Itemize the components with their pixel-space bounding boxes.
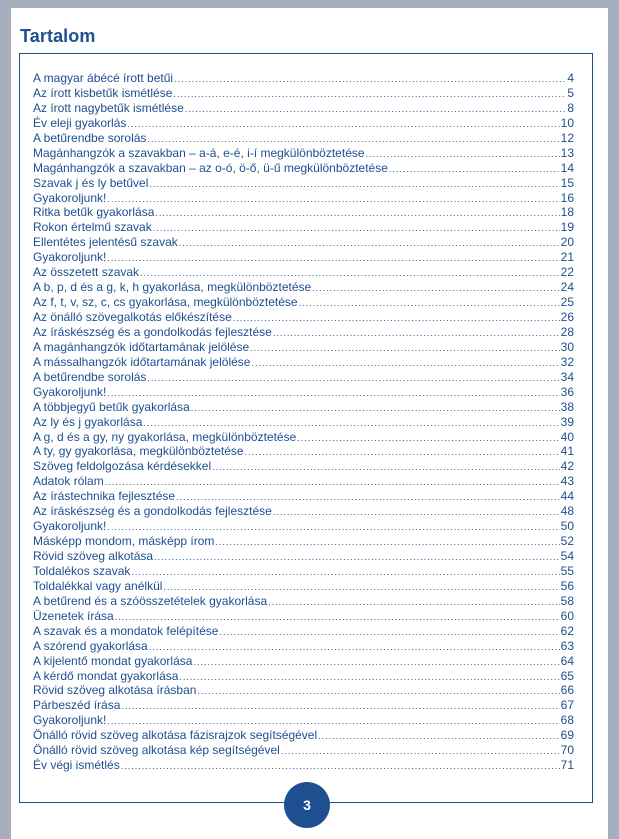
toc-entry-title: Gyakoroljunk! <box>33 713 107 728</box>
toc-entry-title: Adatok rólam <box>33 474 104 489</box>
toc-dot-leader <box>212 460 560 475</box>
toc-entry[interactable] <box>33 669 574 684</box>
toc-dot-leader <box>191 401 560 416</box>
toc-entry-title: A mássalhangzók időtartamának jelölése <box>33 354 251 369</box>
toc-entry-page: 15 <box>560 175 574 190</box>
toc-entry-page: 12 <box>560 130 574 145</box>
toc-dot-leader <box>233 311 560 326</box>
toc-entry-title: A szórend gyakorlása <box>33 638 148 653</box>
toc-entry-page: 19 <box>560 220 574 235</box>
toc-entry-title: A betűrend és a szóösszetételek gyakorlása <box>33 593 268 608</box>
toc-dot-leader <box>312 281 559 296</box>
toc-dot-leader <box>299 296 560 311</box>
toc-dot-leader <box>107 714 559 729</box>
toc-entry-page: 13 <box>560 145 574 160</box>
toc-entry[interactable] <box>33 594 574 609</box>
toc-entry[interactable] <box>33 176 574 191</box>
toc-entry-page: 56 <box>560 578 574 593</box>
toc-entry-page: 65 <box>560 668 574 683</box>
toc-entry-title: Szöveg feldolgozása kérdésekkel <box>33 459 212 474</box>
toc-entry[interactable] <box>33 86 574 101</box>
toc-dot-leader <box>268 595 560 610</box>
toc-entry-title: Az önálló szövegalkotás előkészítése <box>33 310 232 324</box>
toc-dot-leader <box>250 341 560 356</box>
toc-entry-page: 21 <box>560 250 574 265</box>
toc-entry-page: 70 <box>560 743 574 758</box>
toc-entry-page: 40 <box>560 429 574 444</box>
toc-entry-page: 69 <box>560 728 574 743</box>
toc-entry-title: Ritka betűk gyakorlása <box>33 205 155 220</box>
toc-entry-page: 60 <box>560 608 574 623</box>
toc-entry-title: A magánhangzók időtartamának jelölése <box>33 339 250 354</box>
toc-entry-page: 10 <box>560 115 574 130</box>
toc-dot-leader <box>149 640 560 655</box>
toc-dot-leader <box>215 535 559 550</box>
toc-entry-page: 67 <box>560 698 574 713</box>
toc-entry-page: 44 <box>560 489 574 504</box>
toc-list <box>33 71 574 773</box>
toc-dot-leader <box>121 699 559 714</box>
toc-entry[interactable] <box>33 474 574 489</box>
toc-entry-title: A kijelentő mondat gyakorlása <box>33 653 193 668</box>
toc-dot-leader <box>143 416 559 431</box>
toc-dot-leader <box>154 550 560 565</box>
toc-dot-leader <box>127 117 559 132</box>
toc-entry[interactable] <box>33 310 574 325</box>
toc-dot-leader <box>140 266 560 281</box>
toc-entry-title: Magánhangzók a szavakban – a-á, e-é, i-í megkülönböztetése <box>33 145 365 160</box>
toc-entry-page: 22 <box>560 265 574 280</box>
toc-entry-page: 42 <box>560 459 574 474</box>
toc-entry[interactable] <box>33 146 574 161</box>
page-sheet <box>11 8 608 839</box>
toc-entry[interactable] <box>33 743 574 758</box>
toc-entry-title: Gyakoroljunk! <box>33 190 107 205</box>
toc-entry-title: Gyakoroljunk! <box>33 250 107 265</box>
toc-entry-title: Rövid szöveg alkotása <box>33 549 154 563</box>
toc-entry[interactable] <box>33 265 574 280</box>
toc-entry-title: A kérdő mondat gyakorlása <box>33 668 179 683</box>
toc-dot-leader <box>281 744 560 759</box>
toc-entry-title: Az ly és j gyakorlása <box>33 414 143 429</box>
toc-entry-page: 34 <box>560 369 574 384</box>
toc-entry-page: 64 <box>560 653 574 668</box>
toc-dot-leader <box>318 729 559 744</box>
toc-entry[interactable] <box>33 250 574 265</box>
toc-entry-title: A magyar ábécé írott betűi <box>33 71 174 85</box>
toc-entry[interactable] <box>33 489 574 504</box>
toc-entry-title: Az írástechnika fejlesztése <box>33 489 176 504</box>
toc-entry[interactable] <box>33 116 574 131</box>
toc-entry[interactable] <box>33 698 574 713</box>
toc-entry[interactable] <box>33 728 574 743</box>
toc-entry-page: 52 <box>560 534 574 549</box>
toc-dot-leader <box>193 655 559 670</box>
page-title: Tartalom <box>20 26 96 46</box>
toc-entry[interactable] <box>33 415 574 430</box>
toc-dot-leader <box>107 386 559 401</box>
toc-entry[interactable] <box>33 325 574 340</box>
toc-dot-leader <box>147 371 559 386</box>
toc-entry[interactable] <box>33 683 574 698</box>
toc-entry-page: 18 <box>560 205 574 220</box>
toc-entry-title: Toldalékos szavak <box>33 563 131 578</box>
toc-entry-page: 20 <box>560 235 574 250</box>
toc-dot-leader <box>121 759 560 774</box>
toc-entry-title: A többjegyű betűk gyakorlása <box>33 399 190 414</box>
toc-entry-title: Az írott kisbetűk ismétlése <box>33 85 173 100</box>
toc-entry-title: Toldalékkal vagy anélkül <box>33 578 163 593</box>
toc-entry-title: Gyakoroljunk! <box>33 519 107 534</box>
toc-entry[interactable] <box>33 430 574 445</box>
toc-entry-page: 43 <box>560 474 574 489</box>
toc-entry-title: Üzenetek írása <box>33 608 114 623</box>
toc-entry-title: Másképp mondom, másképp írom <box>33 534 215 549</box>
toc-entry-title: A g, d és a gy, ny gyakorlása, megkülönböztetése <box>33 429 297 444</box>
toc-entry-page: 8 <box>567 100 574 115</box>
toc-entry[interactable] <box>33 101 574 116</box>
toc-entry-page: 66 <box>560 683 574 698</box>
toc-entry-page: 32 <box>560 354 574 369</box>
toc-entry[interactable] <box>33 220 574 235</box>
toc-entry-title: Az íráskészség és a gondolkodás fejlesztése <box>33 324 272 339</box>
toc-dot-leader <box>366 147 560 162</box>
toc-entry[interactable] <box>33 609 574 624</box>
toc-entry[interactable] <box>33 713 574 728</box>
toc-entry-title: Az f, t, v, sz, c, cs gyakorlása, megkülönböztetése <box>33 295 298 310</box>
toc-entry-title: Az összetett szavak <box>33 265 140 280</box>
toc-entry-title: A b, p, d és a g, k, h gyakorlása, megkülönböztetése <box>33 280 312 295</box>
toc-entry-page: 48 <box>560 504 574 519</box>
toc-entry[interactable] <box>33 549 574 564</box>
toc-entry-page: 55 <box>560 563 574 578</box>
toc-dot-leader <box>219 625 559 640</box>
toc-dot-leader <box>273 326 560 341</box>
toc-entry-page: 63 <box>560 638 574 653</box>
toc-entry[interactable] <box>33 504 574 519</box>
toc-dot-leader <box>147 132 559 147</box>
toc-dot-leader <box>131 565 559 580</box>
toc-entry-title: A betűrendbe sorolás <box>33 130 147 145</box>
toc-entry-title: A betűrendbe sorolás <box>33 369 147 384</box>
toc-entry-page: 36 <box>560 384 574 399</box>
toc-dot-leader <box>389 162 560 177</box>
toc-entry-page: 5 <box>567 85 574 100</box>
toc-entry-page: 54 <box>560 549 574 563</box>
toc-entry[interactable] <box>33 564 574 579</box>
toc-entry-page: 28 <box>560 324 574 339</box>
toc-entry[interactable] <box>33 161 574 176</box>
toc-entry-title: Magánhangzók a szavakban – az o-ó, ö-ő, ü-ű megkülönböztetése <box>33 160 388 175</box>
toc-entry[interactable] <box>33 235 574 250</box>
toc-entry-title: Önálló rövid szöveg alkotása fázisrajzok segítségével <box>33 728 318 743</box>
toc-entry[interactable] <box>33 280 574 295</box>
toc-frame <box>19 53 593 803</box>
toc-dot-leader <box>179 236 560 251</box>
toc-entry[interactable] <box>33 758 574 773</box>
toc-entry[interactable] <box>33 205 574 220</box>
toc-entry[interactable] <box>33 131 574 146</box>
toc-dot-leader <box>273 505 560 520</box>
toc-entry-title: Év eleji gyakorlás <box>33 115 127 130</box>
toc-dot-leader <box>107 251 559 266</box>
toc-entry-page: 68 <box>560 713 574 728</box>
toc-entry-page: 50 <box>560 519 574 534</box>
toc-dot-leader <box>176 490 560 505</box>
toc-dot-leader <box>185 102 567 117</box>
toc-entry-title: Szavak j és ly betűvel <box>33 175 149 190</box>
toc-entry[interactable] <box>33 624 574 639</box>
toc-dot-leader <box>179 670 559 685</box>
toc-entry-title: A szavak és a mondatok felépítése <box>33 623 219 638</box>
toc-dot-leader <box>107 192 559 207</box>
toc-dot-leader <box>115 610 560 625</box>
toc-entry-title: Gyakoroljunk! <box>33 384 107 399</box>
toc-entry-page: 38 <box>560 399 574 414</box>
toc-entry[interactable] <box>33 385 574 400</box>
toc-entry-page: 14 <box>560 160 574 175</box>
toc-entry-title: Önálló rövid szöveg alkotása kép segítségével <box>33 743 280 758</box>
toc-entry-page: 58 <box>560 593 574 608</box>
toc-dot-leader <box>105 475 560 490</box>
toc-entry[interactable] <box>33 579 574 594</box>
toc-entry[interactable] <box>33 191 574 206</box>
toc-dot-leader <box>251 356 559 371</box>
toc-entry[interactable] <box>33 444 574 459</box>
toc-entry-title: Ellentétes jelentésű szavak <box>33 235 178 250</box>
toc-entry[interactable] <box>33 71 574 86</box>
toc-entry-title: A ty, gy gyakorlása, megkülönböztetése <box>33 444 244 459</box>
toc-entry-page: 30 <box>560 339 574 354</box>
toc-entry-title: Az íráskészség és a gondolkodás fejlesztése <box>33 504 272 519</box>
toc-entry[interactable] <box>33 340 574 355</box>
toc-entry[interactable] <box>33 400 574 415</box>
toc-entry-title: Párbeszéd írása <box>33 698 121 713</box>
toc-entry[interactable] <box>33 519 574 534</box>
toc-dot-leader <box>149 177 559 192</box>
toc-entry[interactable] <box>33 534 574 549</box>
toc-entry[interactable] <box>33 295 574 310</box>
toc-dot-leader <box>155 206 559 221</box>
toc-entry[interactable] <box>33 459 574 474</box>
toc-entry-title: Év végi ismétlés <box>33 758 120 773</box>
toc-dot-leader <box>173 87 566 102</box>
toc-entry[interactable] <box>33 355 574 370</box>
toc-entry-page: 62 <box>560 623 574 638</box>
toc-dot-leader <box>197 684 559 699</box>
toc-entry-page: 41 <box>560 444 574 459</box>
toc-dot-leader <box>163 580 559 595</box>
toc-entry-page: 16 <box>560 190 574 205</box>
toc-entry-page: 4 <box>567 71 574 85</box>
toc-entry-page: 24 <box>560 280 574 295</box>
toc-dot-leader <box>153 221 560 236</box>
toc-entry[interactable] <box>33 639 574 654</box>
toc-dot-leader <box>297 431 559 446</box>
toc-entry-page: 26 <box>560 310 574 324</box>
toc-entry-title: Az írott nagybetűk ismétlése <box>33 100 184 115</box>
toc-dot-leader <box>174 72 566 87</box>
toc-dot-leader <box>245 445 560 460</box>
toc-entry[interactable] <box>33 370 574 385</box>
toc-entry-page: 39 <box>560 414 574 429</box>
toc-entry-title: Rövid szöveg alkotása írásban <box>33 683 197 698</box>
toc-entry-title: Rokon értelmű szavak <box>33 220 152 235</box>
toc-entry-page: 25 <box>560 295 574 310</box>
toc-entry[interactable] <box>33 654 574 669</box>
toc-dot-leader <box>107 520 559 535</box>
page-number-badge: 3 <box>284 782 330 828</box>
toc-entry-page: 71 <box>560 758 574 773</box>
